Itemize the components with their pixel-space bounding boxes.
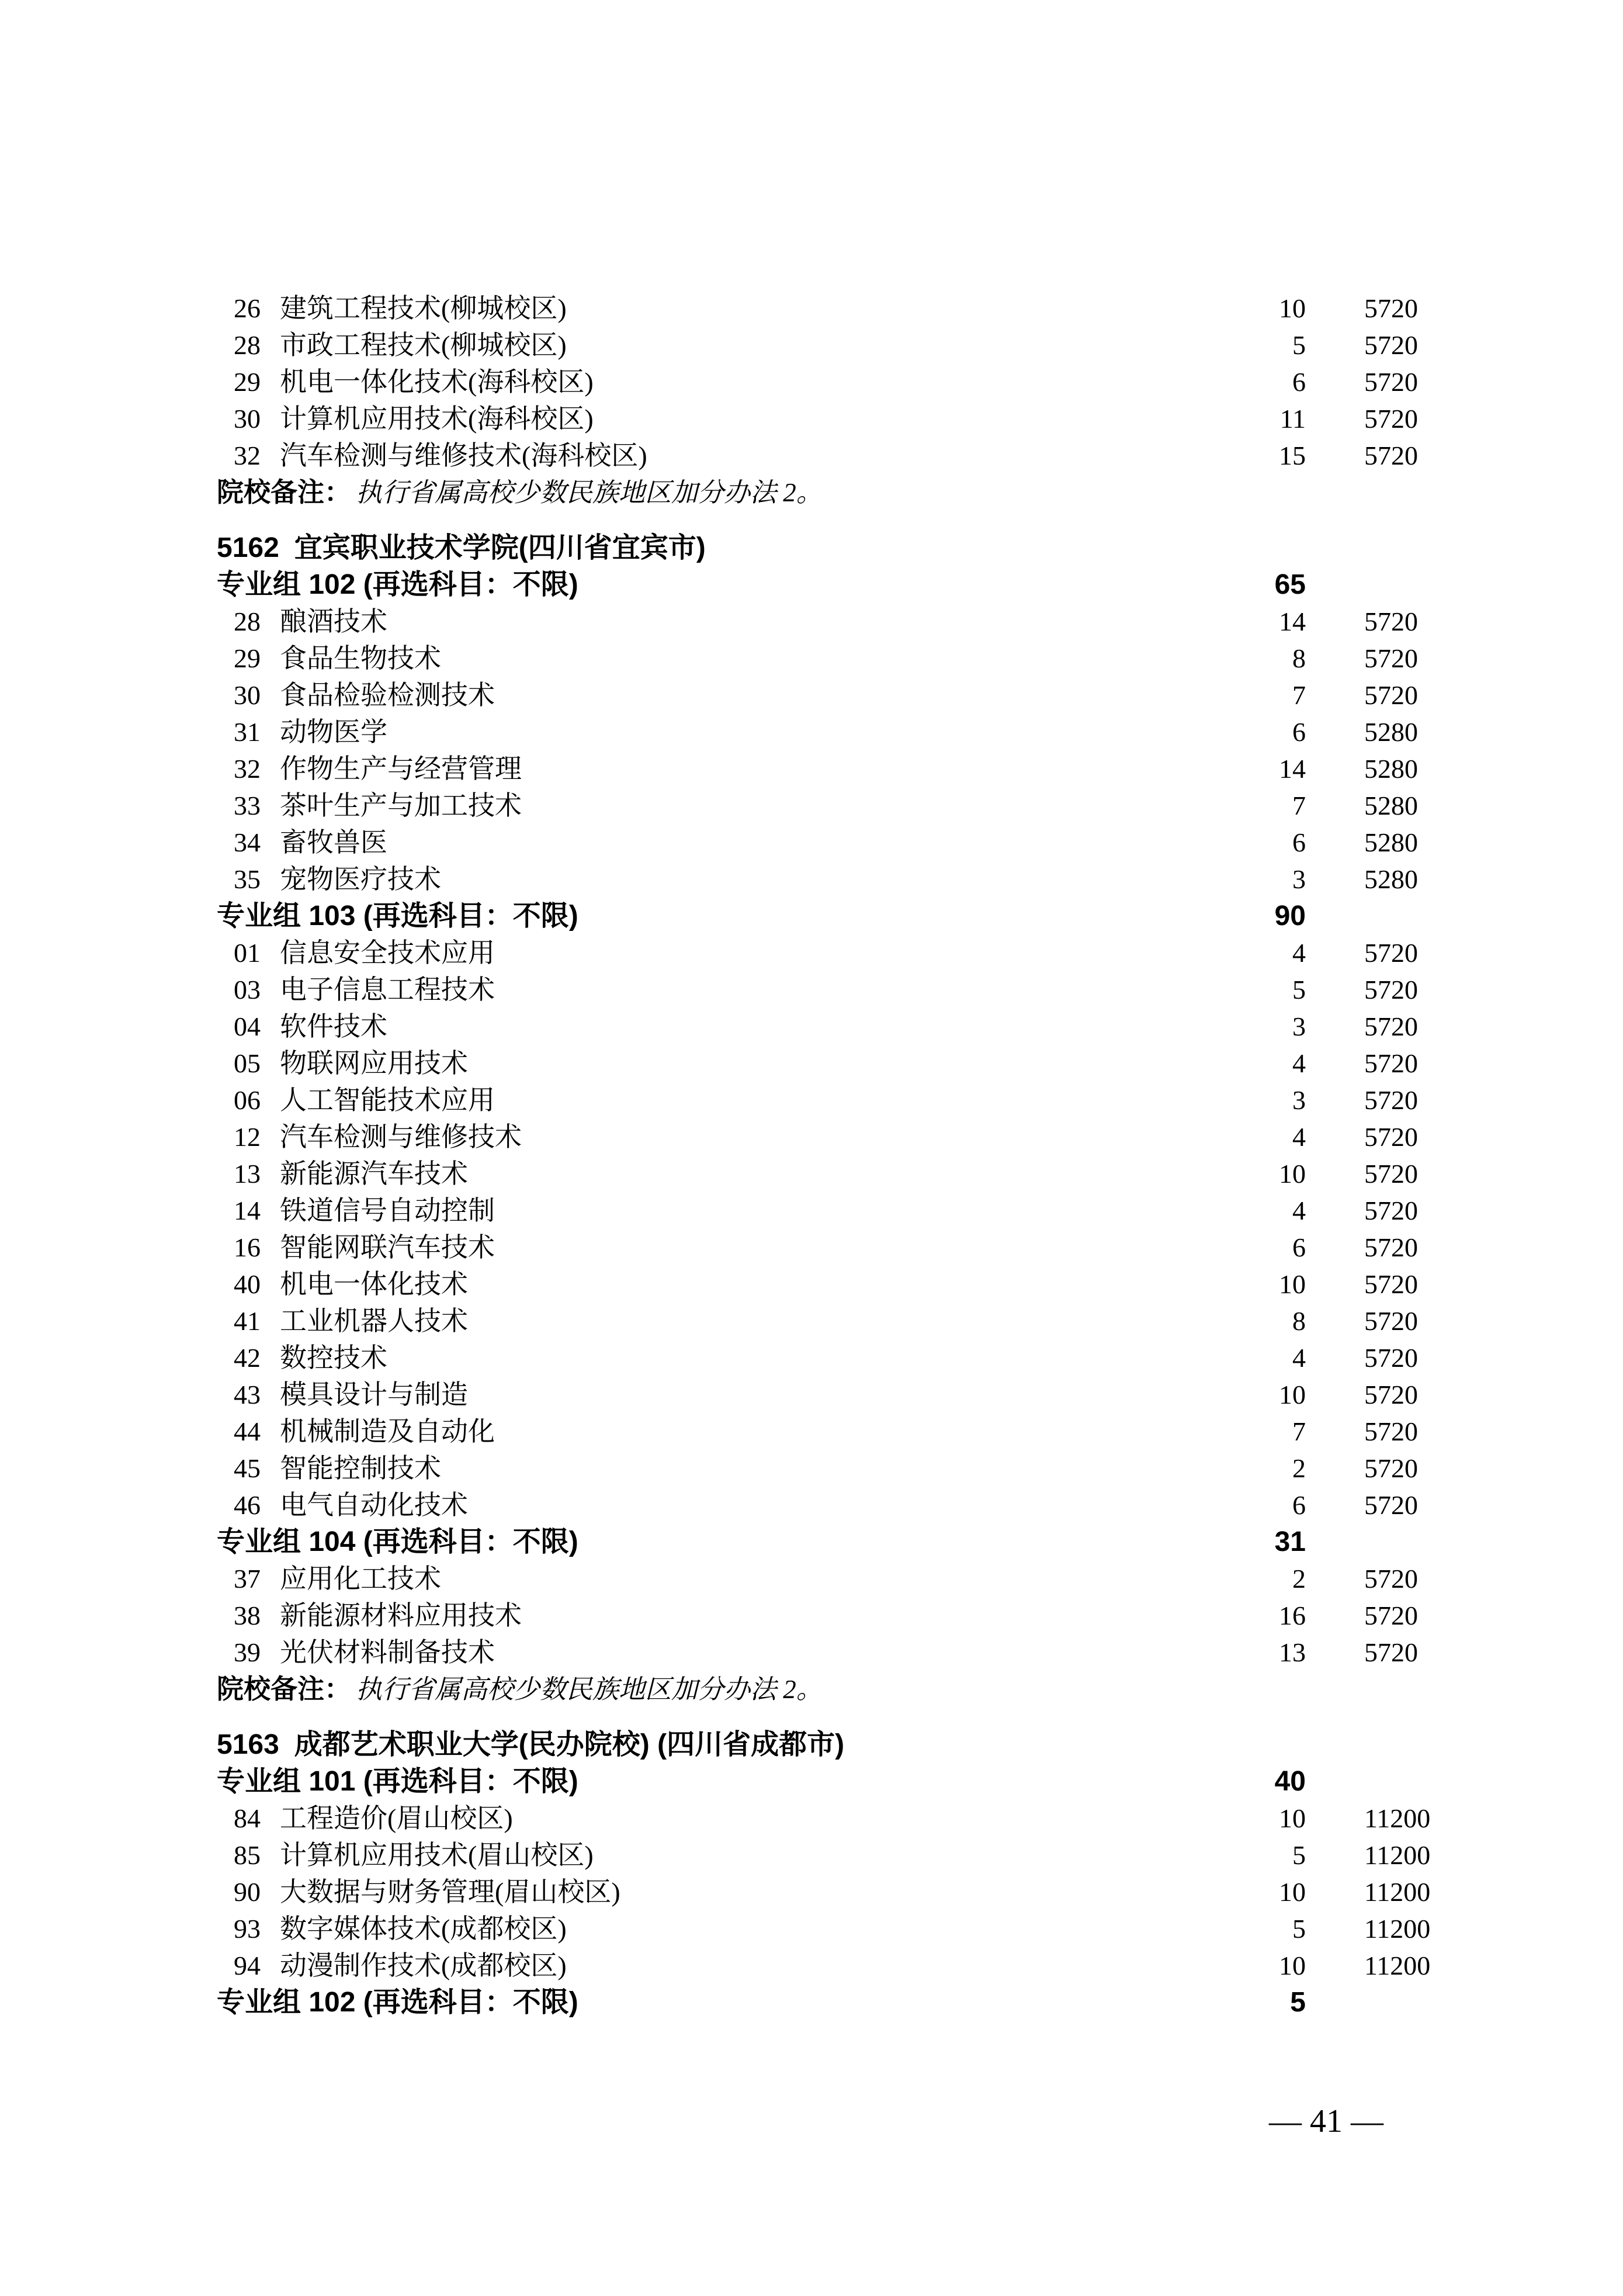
institution-code: 5163	[217, 1729, 279, 1760]
major-row	[0, 1082, 1623, 1118]
tuition-fee: 5720	[1364, 1269, 1418, 1299]
major-group-header	[0, 566, 1623, 603]
tuition-fee: 11200	[1364, 1840, 1431, 1870]
major-name: 光伏材料制备技术	[280, 1637, 495, 1667]
major-name: 铁道信号自动控制	[280, 1196, 495, 1225]
major-code: 45	[234, 1453, 261, 1483]
plan-count: 4	[1292, 1048, 1306, 1078]
major-row	[0, 1450, 1623, 1487]
major-code: 90	[234, 1877, 261, 1907]
major-code: 14	[234, 1196, 261, 1225]
plan-count: 10	[1279, 293, 1306, 323]
major-row	[0, 290, 1623, 327]
institution-name: 宜宾职业技术学院(四川省宜宾市)	[294, 532, 706, 563]
plan-count: 14	[1279, 607, 1306, 636]
major-name: 物联网应用技术	[280, 1048, 468, 1078]
tuition-fee: 5720	[1364, 1380, 1418, 1410]
major-code: 06	[234, 1085, 261, 1115]
major-code: 30	[234, 680, 261, 710]
major-code: 35	[234, 864, 261, 894]
group-plan-count: 40	[1274, 1766, 1306, 1797]
plan-count: 4	[1292, 1343, 1306, 1373]
major-row	[0, 1376, 1623, 1413]
major-name: 计算机应用技术(海科校区)	[280, 404, 594, 434]
tuition-fee: 11200	[1364, 1803, 1431, 1833]
plan-count: 10	[1279, 1877, 1306, 1907]
major-name: 食品生物技术	[280, 643, 441, 673]
tuition-fee: 5720	[1364, 643, 1418, 673]
major-code: 32	[234, 754, 261, 784]
tuition-fee: 11200	[1364, 1951, 1431, 1980]
major-row	[0, 1837, 1623, 1873]
major-row	[0, 437, 1623, 474]
major-row	[0, 1008, 1623, 1045]
plan-count: 2	[1292, 1453, 1306, 1483]
tuition-fee: 5720	[1364, 330, 1418, 360]
plan-count: 6	[1292, 1490, 1306, 1520]
plan-count: 13	[1279, 1637, 1306, 1667]
major-code: 13	[234, 1159, 261, 1189]
plan-count: 5	[1292, 1840, 1306, 1870]
plan-count: 2	[1292, 1564, 1306, 1594]
major-code: 04	[234, 1012, 261, 1041]
institution-header	[0, 1726, 1623, 1763]
tuition-fee: 5720	[1364, 1306, 1418, 1336]
tuition-fee: 5720	[1364, 1122, 1418, 1152]
major-code: 41	[234, 1306, 261, 1336]
institution-name: 成都艺术职业大学(民办院校) (四川省成都市)	[294, 1729, 845, 1760]
major-code: 46	[234, 1490, 261, 1520]
tuition-fee: 5720	[1364, 441, 1418, 470]
tuition-fee: 5720	[1364, 404, 1418, 434]
group-plan-count: 5	[1290, 1987, 1306, 2018]
major-row	[0, 1413, 1623, 1450]
tuition-fee: 5280	[1364, 754, 1418, 784]
major-code: 26	[234, 293, 261, 323]
major-row	[0, 1118, 1623, 1155]
major-code: 44	[234, 1417, 261, 1446]
tuition-fee: 5720	[1364, 1490, 1418, 1520]
major-row	[0, 824, 1623, 861]
major-name: 智能控制技术	[280, 1453, 441, 1483]
plan-count: 10	[1279, 1380, 1306, 1410]
major-name: 模具设计与制造	[280, 1380, 468, 1410]
institution-code: 5162	[217, 532, 279, 563]
tuition-fee: 5720	[1364, 680, 1418, 710]
major-name: 计算机应用技术(眉山校区)	[280, 1840, 594, 1870]
major-code: 28	[234, 607, 261, 636]
major-code: 12	[234, 1122, 261, 1152]
major-row	[0, 714, 1623, 750]
major-row	[0, 1560, 1623, 1597]
plan-count: 5	[1292, 1914, 1306, 1944]
major-code: 29	[234, 643, 261, 673]
plan-count: 6	[1292, 1232, 1306, 1262]
plan-count: 4	[1292, 1122, 1306, 1152]
plan-count: 15	[1279, 441, 1306, 470]
plan-count: 3	[1292, 864, 1306, 894]
remark-label: 院校备注：	[217, 1674, 351, 1704]
major-group-label: 专业组 103 (再选科目：不限)	[217, 901, 578, 931]
plan-count: 8	[1292, 1306, 1306, 1336]
tuition-fee: 5720	[1364, 1232, 1418, 1262]
tuition-fee: 5720	[1364, 938, 1418, 968]
section-spacer	[0, 511, 1623, 529]
plan-table	[0, 290, 1623, 2021]
major-code: 39	[234, 1637, 261, 1667]
major-row	[0, 1487, 1623, 1523]
major-code: 38	[234, 1601, 261, 1630]
major-name: 动物医学	[280, 717, 387, 747]
tuition-fee: 5720	[1364, 1453, 1418, 1483]
plan-count: 7	[1292, 1417, 1306, 1446]
major-name: 汽车检测与维修技术	[280, 1122, 522, 1152]
major-name: 机电一体化技术	[280, 1269, 468, 1299]
plan-count: 4	[1292, 938, 1306, 968]
major-name: 工程造价(眉山校区)	[280, 1803, 513, 1833]
tuition-fee: 5720	[1364, 607, 1418, 636]
plan-count: 8	[1292, 643, 1306, 673]
major-row	[0, 971, 1623, 1008]
major-group-label: 专业组 102 (再选科目：不限)	[217, 569, 578, 600]
major-row	[0, 787, 1623, 824]
major-name: 机电一体化技术(海科校区)	[280, 367, 594, 397]
tuition-fee: 5720	[1364, 1159, 1418, 1189]
major-code: 30	[234, 404, 261, 434]
tuition-fee: 5720	[1364, 975, 1418, 1005]
remark-text: 执行省属高校少数民族地区加分办法 2。	[356, 1675, 823, 1704]
major-row	[0, 1947, 1623, 1984]
plan-count: 14	[1279, 754, 1306, 784]
major-row	[0, 327, 1623, 363]
major-code: 16	[234, 1232, 261, 1262]
plan-count: 6	[1292, 367, 1306, 397]
tuition-fee: 11200	[1364, 1914, 1431, 1944]
major-row	[0, 1303, 1623, 1339]
institution-header	[0, 529, 1623, 566]
major-name: 汽车检测与维修技术(海科校区)	[280, 441, 647, 470]
plan-count: 10	[1279, 1951, 1306, 1980]
major-row	[0, 861, 1623, 898]
plan-count: 4	[1292, 1196, 1306, 1225]
major-name: 食品检验检测技术	[280, 680, 495, 710]
tuition-fee: 5720	[1364, 367, 1418, 397]
plan-count: 3	[1292, 1012, 1306, 1041]
major-code: 34	[234, 827, 261, 857]
major-name: 数控技术	[280, 1343, 387, 1373]
tuition-fee: 5720	[1364, 1085, 1418, 1115]
major-name: 动漫制作技术(成都校区)	[280, 1951, 567, 1980]
tuition-fee: 5720	[1364, 1601, 1418, 1630]
tuition-fee: 5280	[1364, 717, 1418, 747]
page-number: — 41 —	[1269, 2103, 1383, 2139]
plan-count: 3	[1292, 1085, 1306, 1115]
major-row	[0, 400, 1623, 437]
major-row	[0, 1192, 1623, 1229]
major-name: 新能源材料应用技术	[280, 1601, 522, 1630]
institution-remark	[0, 474, 1623, 511]
major-group-header	[0, 1523, 1623, 1560]
tuition-fee: 5720	[1364, 1417, 1418, 1446]
major-code: 94	[234, 1951, 261, 1980]
plan-count: 10	[1279, 1269, 1306, 1299]
tuition-fee: 5720	[1364, 1196, 1418, 1225]
plan-count: 10	[1279, 1803, 1306, 1833]
group-plan-count: 31	[1274, 1526, 1306, 1557]
major-name: 酿酒技术	[280, 607, 387, 636]
major-name: 人工智能技术应用	[280, 1085, 495, 1115]
major-row	[0, 934, 1623, 971]
major-row	[0, 1800, 1623, 1837]
major-name: 电子信息工程技术	[280, 975, 495, 1005]
major-code: 05	[234, 1048, 261, 1078]
major-name: 信息安全技术应用	[280, 938, 495, 968]
major-row	[0, 1873, 1623, 1910]
plan-count: 11	[1279, 404, 1306, 434]
major-name: 建筑工程技术(柳城校区)	[280, 293, 567, 323]
major-code: 01	[234, 938, 261, 968]
major-row	[0, 1266, 1623, 1303]
major-name: 作物生产与经营管理	[280, 754, 522, 784]
major-name: 电气自动化技术	[280, 1490, 468, 1520]
institution-remark	[0, 1671, 1623, 1708]
plan-count: 6	[1292, 717, 1306, 747]
plan-count: 5	[1292, 330, 1306, 360]
major-row	[0, 1597, 1623, 1634]
major-code: 43	[234, 1380, 261, 1410]
major-row	[0, 677, 1623, 714]
tuition-fee: 5720	[1364, 1637, 1418, 1667]
plan-count: 10	[1279, 1159, 1306, 1189]
major-code: 93	[234, 1914, 261, 1944]
major-name: 畜牧兽医	[280, 827, 387, 857]
major-row	[0, 603, 1623, 640]
tuition-fee: 5720	[1364, 293, 1418, 323]
tuition-fee: 11200	[1364, 1877, 1431, 1907]
major-code: 03	[234, 975, 261, 1005]
major-name: 大数据与财务管理(眉山校区)	[280, 1877, 620, 1907]
group-plan-count: 65	[1274, 569, 1306, 600]
plan-count: 6	[1292, 827, 1306, 857]
major-row	[0, 640, 1623, 677]
major-code: 31	[234, 717, 261, 747]
major-name: 宠物医疗技术	[280, 864, 441, 894]
major-code: 28	[234, 330, 261, 360]
major-group-header	[0, 1984, 1623, 2021]
major-code: 33	[234, 791, 261, 820]
plan-count: 7	[1292, 791, 1306, 820]
major-name: 智能网联汽车技术	[280, 1232, 495, 1262]
remark-label: 院校备注：	[217, 477, 351, 507]
remark-text: 执行省属高校少数民族地区加分办法 2。	[356, 478, 823, 507]
plan-count: 7	[1292, 680, 1306, 710]
major-row	[0, 750, 1623, 787]
tuition-fee: 5720	[1364, 1564, 1418, 1594]
major-name: 机械制造及自动化	[280, 1417, 495, 1446]
major-name: 市政工程技术(柳城校区)	[280, 330, 567, 360]
major-name: 数字媒体技术(成都校区)	[280, 1914, 567, 1944]
tuition-fee: 5280	[1364, 827, 1418, 857]
major-code: 85	[234, 1840, 261, 1870]
section-spacer	[0, 1708, 1623, 1726]
major-code: 40	[234, 1269, 261, 1299]
major-group-label: 专业组 101 (再选科目：不限)	[217, 1766, 578, 1797]
tuition-fee: 5720	[1364, 1012, 1418, 1041]
tuition-fee: 5280	[1364, 864, 1418, 894]
major-name: 应用化工技术	[280, 1564, 441, 1594]
major-row	[0, 1045, 1623, 1082]
plan-count: 5	[1292, 975, 1306, 1005]
major-group-header	[0, 1763, 1623, 1800]
tuition-fee: 5280	[1364, 791, 1418, 820]
major-row	[0, 363, 1623, 400]
group-plan-count: 90	[1274, 901, 1306, 931]
major-name: 新能源汽车技术	[280, 1159, 468, 1189]
major-name: 软件技术	[280, 1012, 387, 1041]
major-code: 32	[234, 441, 261, 470]
major-row	[0, 1155, 1623, 1192]
major-code: 42	[234, 1343, 261, 1373]
tuition-fee: 5720	[1364, 1048, 1418, 1078]
major-row	[0, 1910, 1623, 1947]
major-code: 84	[234, 1803, 261, 1833]
major-code: 29	[234, 367, 261, 397]
major-group-label: 专业组 104 (再选科目：不限)	[217, 1526, 578, 1557]
major-group-header	[0, 898, 1623, 934]
tuition-fee: 5720	[1364, 1343, 1418, 1373]
major-row	[0, 1634, 1623, 1671]
major-name: 工业机器人技术	[280, 1306, 468, 1336]
major-group-label: 专业组 102 (再选科目：不限)	[217, 1987, 578, 2018]
major-row	[0, 1229, 1623, 1266]
major-row	[0, 1339, 1623, 1376]
major-code: 37	[234, 1564, 261, 1594]
major-name: 茶叶生产与加工技术	[280, 791, 522, 820]
plan-count: 16	[1279, 1601, 1306, 1630]
